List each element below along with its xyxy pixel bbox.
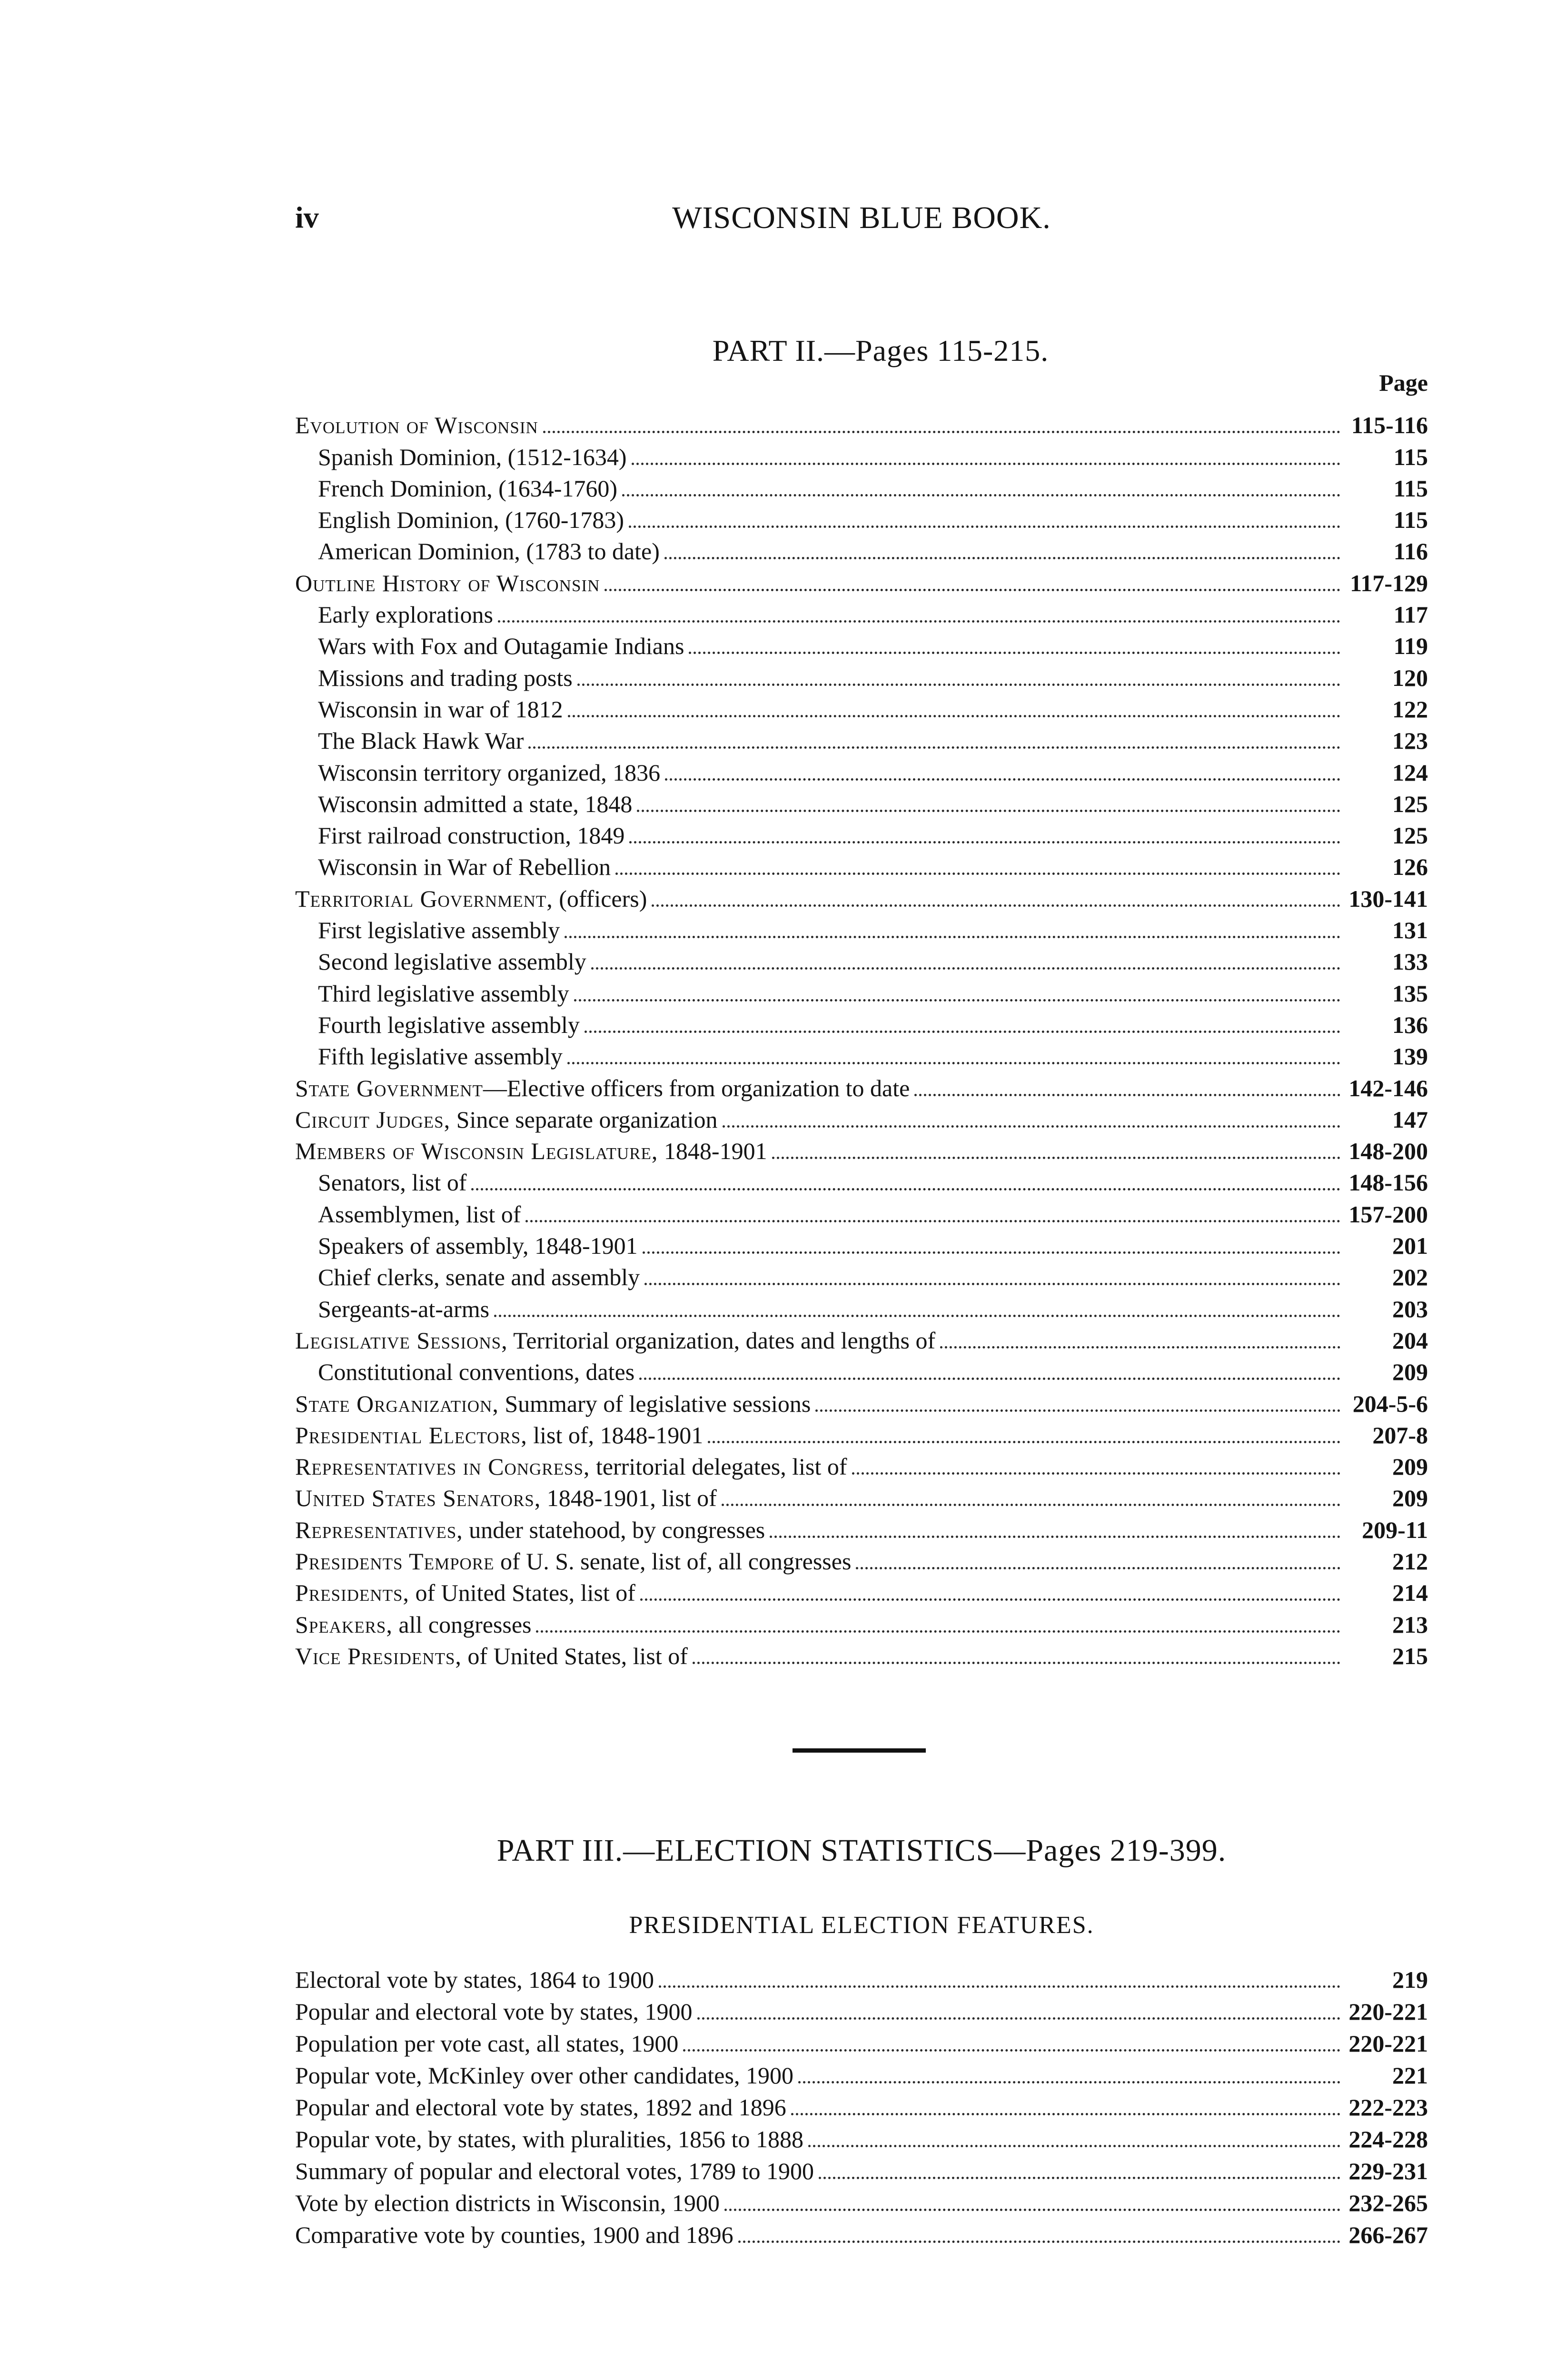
toc-entry <box>295 1009 1428 1041</box>
toc-entry-text: Fourth legislative assembly <box>318 1011 580 1038</box>
toc-entry-text: Summary of legislative sessions <box>498 1390 811 1417</box>
toc-entry <box>295 630 1428 662</box>
toc-entry-page: 126 <box>1392 853 1428 881</box>
toc-entry <box>295 2123 1428 2155</box>
part-ii-heading: PART II.—Pages 115-215. <box>712 334 1049 367</box>
toc-entry-text: Popular vote, by states, with pluralities, 1856 to 1888 <box>295 2126 803 2152</box>
toc-entry-page: 157-200 <box>1348 1200 1428 1228</box>
section-divider-rule <box>793 1748 926 1753</box>
toc-entry-label <box>295 536 660 567</box>
toc-entry-label <box>295 2123 803 2155</box>
dot-leader <box>565 936 1340 938</box>
toc-entry-text: Wisconsin admitted a state, 1848 <box>318 790 633 817</box>
toc-entry-text: Second legislative assembly <box>318 948 586 975</box>
dot-leader <box>644 1283 1340 1285</box>
dot-leader <box>815 1409 1340 1412</box>
toc-entry-label <box>295 441 627 473</box>
toc-entry-heading: Vice Presidents, <box>295 1642 462 1669</box>
dot-leader <box>772 1157 1340 1159</box>
toc-entry-label <box>295 1135 767 1167</box>
toc-entry-label <box>295 473 617 504</box>
toc-entry-label <box>295 409 538 441</box>
toc-entry-text: Chief clerks, senate and assembly <box>318 1264 640 1291</box>
toc-entry-page: 120 <box>1392 664 1428 691</box>
toc-entry-heading: State Organization, <box>295 1390 499 1417</box>
toc-entry <box>295 1072 1428 1103</box>
dot-leader <box>615 873 1340 875</box>
toc-entry <box>295 1325 1428 1356</box>
toc-entry-page: 142-146 <box>1348 1074 1428 1101</box>
toc-entry-label <box>295 1451 847 1482</box>
toc-entry <box>295 851 1428 883</box>
toc-entry-page: 209 <box>1392 1453 1428 1480</box>
toc-entry-page: 219 <box>1392 1966 1428 1993</box>
toc-entry-text: Missions and trading posts <box>318 664 573 691</box>
dot-leader <box>494 1315 1340 1317</box>
toc-entry <box>295 441 1428 472</box>
toc-entry <box>295 1104 1428 1135</box>
toc-entry-text: Popular and electoral vote by states, 1900 <box>295 1998 693 2025</box>
toc-entry <box>295 946 1428 977</box>
toc-entry <box>295 820 1428 851</box>
dot-leader <box>791 2113 1340 2115</box>
toc-entry-label <box>295 1609 531 1640</box>
toc-entry-page: 202 <box>1392 1264 1428 1291</box>
toc-entry-label <box>295 788 632 820</box>
toc-entry-page: 136 <box>1392 1011 1428 1038</box>
toc-entry-label <box>295 1419 703 1451</box>
toc-entry-page: 209 <box>1392 1485 1428 1512</box>
part-iii-contents <box>295 1964 1428 2251</box>
toc-entry-text: Wisconsin in War of Rebellion <box>318 853 611 881</box>
toc-entry <box>295 599 1428 630</box>
dot-leader <box>585 1031 1340 1033</box>
toc-entry-page: 229-231 <box>1348 2158 1428 2184</box>
toc-entry-label <box>295 1640 688 1672</box>
dot-leader <box>643 1251 1340 1254</box>
toc-entry <box>295 914 1428 946</box>
toc-entry-heading: Outline History of Wisconsin <box>295 569 600 596</box>
toc-entry <box>295 2219 1428 2251</box>
running-header <box>295 200 1428 243</box>
dot-leader <box>852 1472 1340 1475</box>
toc-entry-text: English Dominion, (1760-1783) <box>318 506 624 534</box>
toc-entry-heading: State Government <box>295 1074 483 1101</box>
toc-entry-text: under statehood, by congresses <box>463 1516 765 1543</box>
toc-entry-page: 221 <box>1392 2062 1428 2089</box>
toc-entry-page: 204-5-6 <box>1352 1390 1428 1417</box>
toc-entry-label <box>295 1104 718 1135</box>
toc-entry-label <box>295 978 569 1009</box>
toc-entry-page: 147 <box>1392 1106 1428 1133</box>
toc-entry-page: 209 <box>1392 1359 1428 1386</box>
dot-leader <box>574 999 1340 1002</box>
toc-entry-label <box>295 946 586 977</box>
part-iii-heading: PART III.—ELECTION STATISTICS—Pages 219-399. <box>496 1833 1227 1868</box>
dot-leader <box>525 1220 1340 1222</box>
toc-entry-label <box>295 2187 720 2219</box>
toc-entry-label <box>295 662 573 694</box>
dot-leader <box>637 810 1340 812</box>
toc-entry-label <box>295 1996 693 2027</box>
toc-entry-page: 148-200 <box>1348 1138 1428 1165</box>
toc-entry-label <box>295 630 684 662</box>
toc-entry <box>295 1482 1428 1514</box>
toc-entry-page: 213 <box>1392 1611 1428 1638</box>
toc-entry <box>295 1640 1428 1672</box>
toc-entry-text: Third legislative assembly <box>318 980 569 1007</box>
toc-entry-page: 215 <box>1392 1642 1428 1669</box>
toc-entry-text: Vote by election districts in Wisconsin, 1900 <box>295 2190 720 2216</box>
toc-entry-text: (officers) <box>553 885 647 912</box>
toc-entry-label <box>295 1072 910 1104</box>
toc-entry-heading: Representatives, <box>295 1516 463 1543</box>
toc-entry-text: of U. S. senate, list of, all congresses <box>494 1547 852 1575</box>
dot-leader <box>629 841 1340 843</box>
toc-entry-label <box>295 1577 635 1608</box>
toc-entry <box>295 883 1428 914</box>
toc-entry-label <box>295 914 560 946</box>
toc-entry-label <box>295 883 647 914</box>
toc-entry-page: 148-156 <box>1348 1169 1428 1196</box>
toc-entry <box>295 1964 1428 1995</box>
toc-entry <box>295 1261 1428 1293</box>
toc-entry-label <box>295 2092 786 2123</box>
toc-entry <box>295 1167 1428 1198</box>
toc-entry-text: Electoral vote by states, 1864 to 1900 <box>295 1966 654 1993</box>
toc-entry-text: of United States, list of <box>409 1579 635 1606</box>
dot-leader <box>543 431 1340 433</box>
toc-entry-text: Fifth legislative assembly <box>318 1043 563 1070</box>
toc-entry-text: First legislative assembly <box>318 917 560 944</box>
toc-entry-label <box>295 1546 851 1577</box>
toc-entry-text: The Black Hawk War <box>318 727 524 754</box>
toc-entry <box>295 1041 1428 1072</box>
toc-entry-label <box>295 1388 811 1419</box>
toc-entry-text: Constitutional conventions, dates <box>318 1359 635 1386</box>
toc-entry <box>295 788 1428 820</box>
toc-entry-text: 1848-1901 <box>658 1138 767 1165</box>
toc-entry-text: Since separate organization <box>450 1106 718 1133</box>
dot-leader <box>659 1985 1340 1988</box>
toc-entry <box>295 1356 1428 1388</box>
toc-entry-page: 119 <box>1393 633 1428 660</box>
toc-entry <box>295 2187 1428 2219</box>
dot-leader <box>683 2049 1340 2052</box>
toc-entry-label <box>295 2028 678 2059</box>
toc-entry-heading: Representatives in Congress, <box>295 1453 590 1480</box>
toc-entry-heading: Speakers, <box>295 1611 393 1638</box>
dot-leader <box>577 684 1340 686</box>
toc-entry-text: Population per vote cast, all states, 1900 <box>295 2030 679 2057</box>
dot-leader <box>689 652 1340 654</box>
toc-entry-page: 224-228 <box>1348 2126 1428 2152</box>
dot-leader <box>723 1125 1341 1128</box>
toc-entry-page: 115 <box>1393 475 1428 502</box>
toc-entry-text: Assemblymen, list of <box>318 1200 521 1228</box>
toc-entry-text: all congresses <box>392 1611 532 1638</box>
toc-entry-page: 125 <box>1392 790 1428 817</box>
toc-entry-page: 220-221 <box>1348 1998 1428 2025</box>
toc-entry-label <box>295 1199 521 1230</box>
toc-entry-page: 117 <box>1393 601 1428 628</box>
toc-entry-heading: Presidential Electors, <box>295 1421 527 1448</box>
toc-entry-label <box>295 1325 935 1356</box>
toc-entry-page: 214 <box>1392 1579 1428 1606</box>
toc-entry-label <box>295 1482 717 1514</box>
toc-entry <box>295 1419 1428 1451</box>
toc-entry <box>295 504 1428 536</box>
toc-entry-text: of United States, list of <box>461 1642 688 1669</box>
toc-entry <box>295 567 1428 598</box>
toc-entry <box>295 725 1428 756</box>
toc-entry <box>295 694 1428 725</box>
page-number: iv <box>295 200 319 234</box>
toc-entry <box>295 2027 1428 2059</box>
toc-entry-page: 209-11 <box>1362 1516 1428 1543</box>
toc-entry <box>295 662 1428 693</box>
toc-entry-page: 204 <box>1392 1327 1428 1354</box>
dot-leader <box>629 526 1340 528</box>
toc-entry-page: 123 <box>1392 727 1428 754</box>
toc-entry-page: 125 <box>1392 822 1428 849</box>
toc-entry-text: American Dominion, (1783 to date) <box>318 538 660 565</box>
toc-entry-text: territorial delegates, list of <box>590 1453 847 1480</box>
dot-leader <box>567 1062 1340 1064</box>
toc-entry-text: Territorial organization, dates and lengths of <box>507 1327 936 1354</box>
toc-entry <box>295 977 1428 1009</box>
toc-entry <box>295 1546 1428 1577</box>
presidential-election-features-heading: PRESIDENTIAL ELECTION FEATURES. <box>629 1912 1094 1939</box>
part-ii-contents <box>295 409 1428 1672</box>
dot-leader <box>605 589 1340 591</box>
toc-entry-text: Popular vote, McKinley over other candidates, 1900 <box>295 2062 793 2089</box>
toc-entry <box>295 2059 1428 2091</box>
dot-leader <box>798 2081 1340 2083</box>
toc-entry-page: 131 <box>1392 917 1428 944</box>
toc-entry <box>295 2091 1428 2123</box>
toc-entry-text: Summary of popular and electoral votes, 1789 to 1900 <box>295 2158 814 2184</box>
toc-entry-label <box>295 725 524 756</box>
toc-entry-label <box>295 757 660 788</box>
dot-leader <box>498 620 1340 623</box>
toc-entry-label <box>295 1356 634 1388</box>
dot-leader <box>697 2017 1341 2020</box>
toc-entry <box>295 1135 1428 1167</box>
toc-entry-label <box>295 851 611 883</box>
toc-entry-page: 115 <box>1393 443 1428 470</box>
toc-entry-text: Spanish Dominion, (1512-1634) <box>318 443 627 470</box>
toc-entry-text: list of, 1848-1901 <box>527 1421 704 1448</box>
toc-entry <box>295 1198 1428 1230</box>
toc-entry-label <box>295 1514 765 1546</box>
dot-leader <box>471 1188 1340 1190</box>
dot-leader <box>664 557 1340 559</box>
toc-entry-page: 222-223 <box>1348 2094 1428 2121</box>
toc-entry <box>295 756 1428 788</box>
toc-entry-page: 124 <box>1392 759 1428 786</box>
toc-entry <box>295 1577 1428 1608</box>
dot-leader <box>652 904 1340 907</box>
toc-entry <box>295 1514 1428 1545</box>
toc-entry-text: Senators, list of <box>318 1169 467 1196</box>
dot-leader <box>528 746 1340 749</box>
toc-entry <box>295 1293 1428 1324</box>
toc-entry-page: 115 <box>1393 506 1428 534</box>
dot-leader <box>940 1346 1340 1349</box>
toc-entry-label <box>295 2219 733 2251</box>
dot-leader <box>724 2209 1340 2211</box>
toc-entry-heading: Legislative Sessions, <box>295 1327 508 1354</box>
toc-entry-label <box>295 504 624 536</box>
dot-leader <box>639 1378 1340 1380</box>
toc-entry <box>295 1388 1428 1419</box>
toc-entry <box>295 1995 1428 2027</box>
toc-entry-text: Wisconsin territory organized, 1836 <box>318 759 661 786</box>
toc-entry-heading: United States Senators, <box>295 1485 541 1512</box>
toc-entry-label <box>295 1261 640 1293</box>
toc-entry <box>295 1230 1428 1261</box>
toc-entry <box>295 473 1428 504</box>
book-title: WISCONSIN BLUE BOOK. <box>672 200 1051 235</box>
toc-entry-heading: Evolution of Wisconsin <box>295 412 538 439</box>
toc-entry-label <box>295 1009 580 1041</box>
toc-entry-page: 130-141 <box>1348 885 1428 912</box>
toc-entry-text: 1848-1901, list of <box>541 1485 717 1512</box>
dot-leader <box>591 967 1340 970</box>
page-column-label: Page <box>1379 369 1428 396</box>
toc-entry-heading: Members of Wisconsin Legislature, <box>295 1138 658 1165</box>
dot-leader <box>808 2145 1340 2147</box>
toc-entry-page: 203 <box>1392 1295 1428 1322</box>
dot-leader <box>738 2241 1340 2243</box>
toc-entry <box>295 1608 1428 1640</box>
toc-entry-text: Wars with Fox and Outagamie Indians <box>318 633 684 660</box>
toc-entry-label <box>295 599 493 630</box>
toc-entry-page: 115-116 <box>1351 412 1428 439</box>
toc-entry-text: Wisconsin in war of 1812 <box>318 695 563 723</box>
dot-leader <box>770 1536 1340 1538</box>
toc-entry <box>295 2155 1428 2187</box>
toc-entry-label <box>295 820 624 851</box>
toc-entry-label <box>295 2155 814 2187</box>
dot-leader <box>708 1441 1340 1443</box>
toc-entry-label <box>295 567 600 599</box>
dot-leader <box>819 2177 1340 2179</box>
toc-entry-page: 266-267 <box>1348 2221 1428 2248</box>
toc-entry-text: French Dominion, (1634-1760) <box>318 475 618 502</box>
toc-entry <box>295 409 1428 441</box>
dot-leader <box>536 1630 1340 1633</box>
toc-entry-label <box>295 1167 466 1198</box>
toc-entry-page: 135 <box>1392 980 1428 1007</box>
dot-leader <box>622 494 1340 496</box>
toc-entry-label <box>295 694 563 725</box>
dot-leader <box>632 463 1340 465</box>
toc-entry-page: 207-8 <box>1372 1421 1428 1448</box>
toc-entry-text: Comparative vote by counties, 1900 and 1896 <box>295 2221 733 2248</box>
toc-entry-page: 232-265 <box>1348 2190 1428 2216</box>
dot-leader <box>640 1598 1340 1601</box>
toc-entry-page: 116 <box>1393 538 1428 565</box>
toc-entry-label <box>295 2060 793 2091</box>
dot-leader <box>568 715 1340 717</box>
toc-entry-page: 133 <box>1392 948 1428 975</box>
toc-entry-text: Early explorations <box>318 601 493 628</box>
toc-entry-heading: Territorial Government, <box>295 885 553 912</box>
toc-entry-text: Sergeants-at-arms <box>318 1295 490 1322</box>
toc-entry-label <box>295 1041 563 1072</box>
toc-entry-heading: Presidents, <box>295 1579 409 1606</box>
toc-entry <box>295 536 1428 567</box>
toc-entry-label <box>295 1964 654 1995</box>
toc-entry-page: 212 <box>1392 1547 1428 1575</box>
toc-entry-page: 220-221 <box>1348 2030 1428 2057</box>
toc-entry-heading: Presidents Tempore <box>295 1547 495 1575</box>
toc-entry-text: Popular and electoral vote by states, 1892 and 1896 <box>295 2094 786 2121</box>
dot-leader <box>693 1662 1340 1664</box>
toc-entry-text: First railroad construction, 1849 <box>318 822 625 849</box>
dot-leader <box>665 778 1340 781</box>
toc-entry-page: 201 <box>1392 1232 1428 1259</box>
toc-entry-text: —Elective officers from organization to date <box>483 1074 910 1101</box>
toc-entry <box>295 1451 1428 1482</box>
toc-entry-heading: Circuit Judges, <box>295 1106 451 1133</box>
toc-entry-label <box>295 1230 638 1261</box>
toc-entry-page: 139 <box>1392 1043 1428 1070</box>
toc-entry-text: Speakers of assembly, 1848-1901 <box>318 1232 638 1259</box>
toc-entry-page: 117-129 <box>1350 569 1428 596</box>
dot-leader <box>914 1094 1340 1096</box>
toc-entry-label <box>295 1293 489 1325</box>
toc-entry-page: 122 <box>1392 695 1428 723</box>
dot-leader <box>856 1567 1340 1569</box>
dot-leader <box>722 1504 1340 1506</box>
